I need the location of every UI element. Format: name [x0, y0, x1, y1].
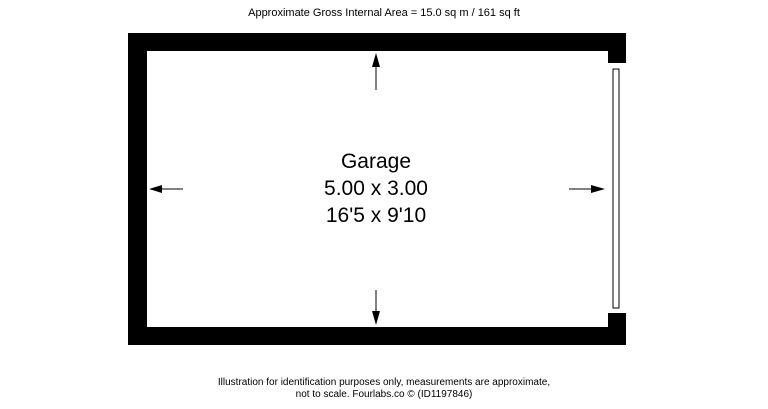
dimension-arrow-top [372, 53, 380, 90]
wall-top [128, 33, 626, 51]
wall-bottom [128, 327, 626, 345]
room-label [276, 148, 476, 229]
disclaimer-line-1: Illustration for identification purposes only, measurements are approximate, [217, 377, 551, 388]
disclaimer [0, 377, 768, 401]
room-dimensions-metric: 5.00 x 3.00 [324, 177, 428, 200]
dimension-arrow-left [149, 185, 183, 193]
garage-door [613, 69, 619, 308]
disclaimer-line-2: not to scale. Fourlabs.co © (ID1197846) [295, 389, 473, 400]
room-dimensions-imperial: 16'5 x 9'10 [325, 204, 427, 227]
dimension-arrow-bottom [372, 290, 380, 325]
dimension-arrow-right [569, 185, 605, 193]
wall-left [128, 33, 147, 345]
gross-area-caption: Approximate Gross Internal Area = 15.0 sq m / 161 sq ft [248, 7, 520, 19]
room-name: Garage [340, 150, 412, 173]
wall-right-upper [608, 33, 626, 63]
wall-right-lower [608, 313, 626, 345]
